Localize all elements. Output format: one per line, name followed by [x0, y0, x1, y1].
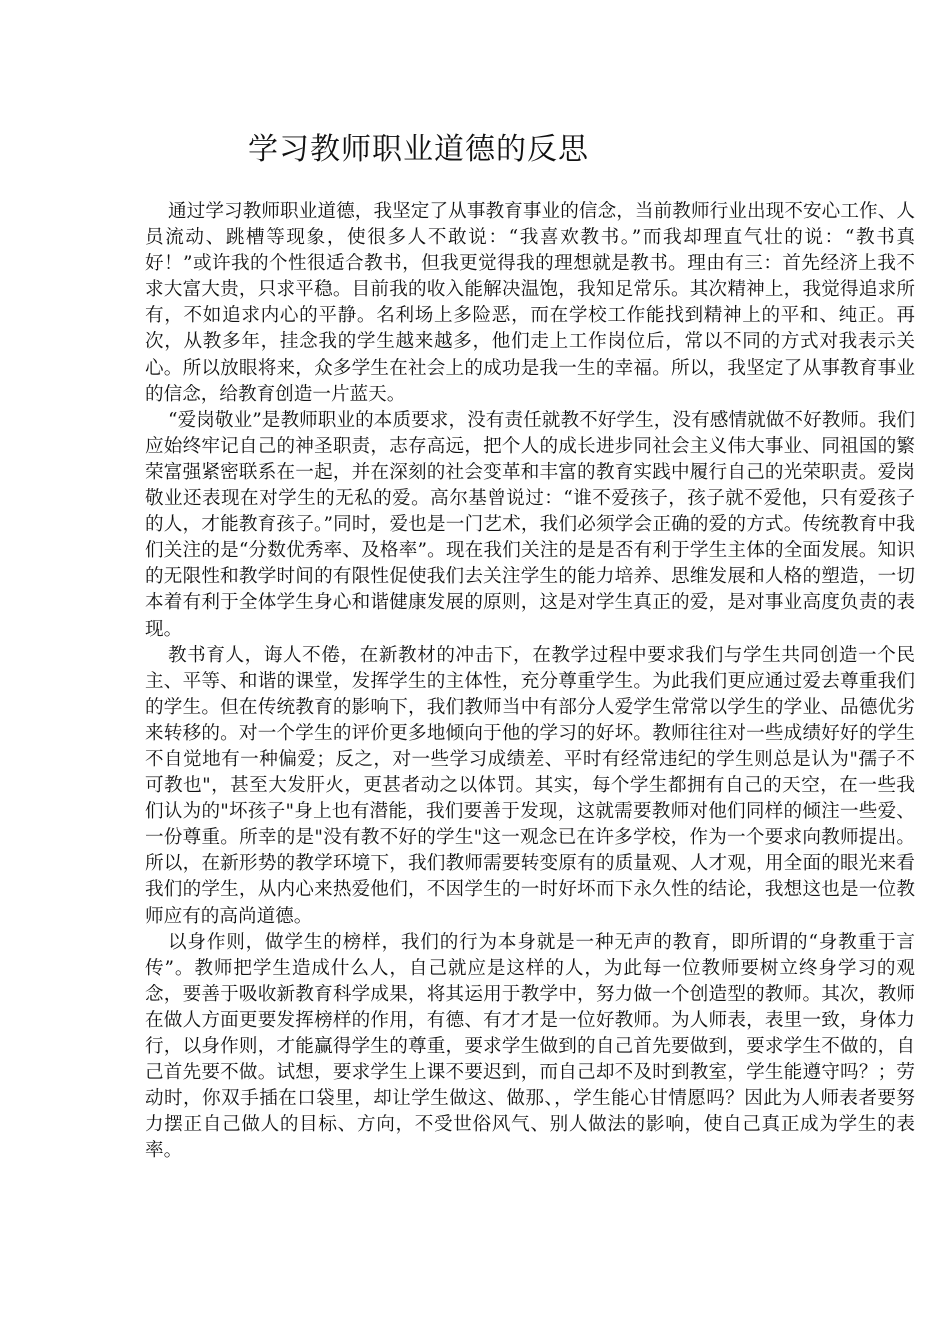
paragraph-1: 通过学习教师职业道德，我坚定了从事教育事业的信念，当前教师行业出现不安心工作、人员流动、跳槽等现象，使很多人不敢说：“我喜欢教书。”而我却理直气壮的说：“教书真好！”或许我的个性很适合教书，但我更觉得我的理想就是教书。理由有三：首先经济上我不求大富大贵，只求平稳。目前我的收入能解决温饱，我知足常乐。其次精神上，我觉得追求所有，不如追求内心的平静。名利场上多险恶，而在学校工作能找到精神上的平和、纯正。再次，从教多年，挂念我的学生越来越多，他们走上工作岗位后，常以不同的方式对我表示关心。所以放眼将来，众多学生在社会上的成功是我一生的幸福。所以，我坚定了从事教育事业的信念，给教育创造一片蓝天。: [145, 201, 915, 405]
document-title: 学习教师职业道德的反思: [248, 132, 589, 167]
paragraph-2: “爱岗敬业”是教师职业的本质要求，没有责任就教不好学生，没有感情就做不好教师。我们应始终牢记自己的神圣职责，志存高远，把个人的成长进步同社会主义伟大事业、同祖国的繁荣富强紧密联系在一起，并在深刻的社会变革和丰富的教育实践中履行自己的光荣职责。爱岗敬业还表现在对学生的无私的爱。高尔基曾说过：“谁不爱孩子，孩子就不爱他，只有爱孩子的人，才能教育孩子。”同时，爱也是一门艺术，我们必须学会正确的爱的方式。传统教育中我们关注的是“分数优秀率、及格率”。现在我们关注的是是否有利于学生主体的全面发展。知识的无限性和教学时间的有限性促使我们去关注学生的能力培养、思维发展和人格的塑造，一切本着有利于全体学生身心和谐健康发展的原则，这是对学生真正的爱，是对事业高度负责的表现。: [145, 409, 915, 640]
document-body: [145, 199, 915, 1164]
paragraph-3: 教书育人，诲人不倦，在新教材的冲击下，在教学过程中要求我们与学生共同创造一个民主、平等、和谐的课堂，发挥学生的主体性，充分尊重学生。为此我们更应通过爱去尊重我们的学生。但在传统教育的影响下，我们教师当中有部分人爱学生常常以学生的学业、品德优劣来转移的。对一个学生的评价更多地倾向于他的学习的好坏。教师往往对一些成绩好好的学生不自觉地有一种偏爱；反之，对一些学习成绩差、平时有经常违纪的学生则总是认为"孺子不可教也"，甚至大发肝火，更甚者动之以体罚。其实，每个学生都拥有自己的天空，在一些我们认为的"坏孩子"身上也有潜能，我们要善于发现，这就需要教师对他们同样的倾注一些爱、一份尊重。所幸的是"没有教不好的学生"这一观念已在许多学校，作为一个要求向教师提出。所以，在新形势的教学环境下，我们教师需要转变原有的质量观、人才观，用全面的眼光来看我们的学生，从内心来热爱他们，不因学生的一时好坏而下永久性的结论，我想这也是一位教师应有的高尚道德。: [145, 644, 915, 927]
paragraph-4: 以身作则，做学生的榜样，我们的行为本身就是一种无声的教育，即所谓的“身教重于言传”。教师把学生造成什么人，自己就应是这样的人，为此每一位教师要树立终身学习的观念，要善于吸收新教育科学成果，将其运用于教学中，努力做一个创造型的教师。其次，教师在做人方面更要发挥榜样的作用，有德、有才才是一位好教师。为人师表，表里一致，身体力行，以身作则，才能赢得学生的尊重，要求学生做到的自己首先要做到，要求学生不做的，自己首先要不做。试想，要求学生上课不要迟到，而自己却不及时到教室，学生能遵守吗？；劳动时，你双手插在口袋里，却让学生做这、做那、，学生能心甘情愿吗？因此为人师表者要努力摆正自己做人的目标、方向，不受世俗风气、别人做法的影响，使自己真正成为学生的表率。: [145, 931, 915, 1162]
